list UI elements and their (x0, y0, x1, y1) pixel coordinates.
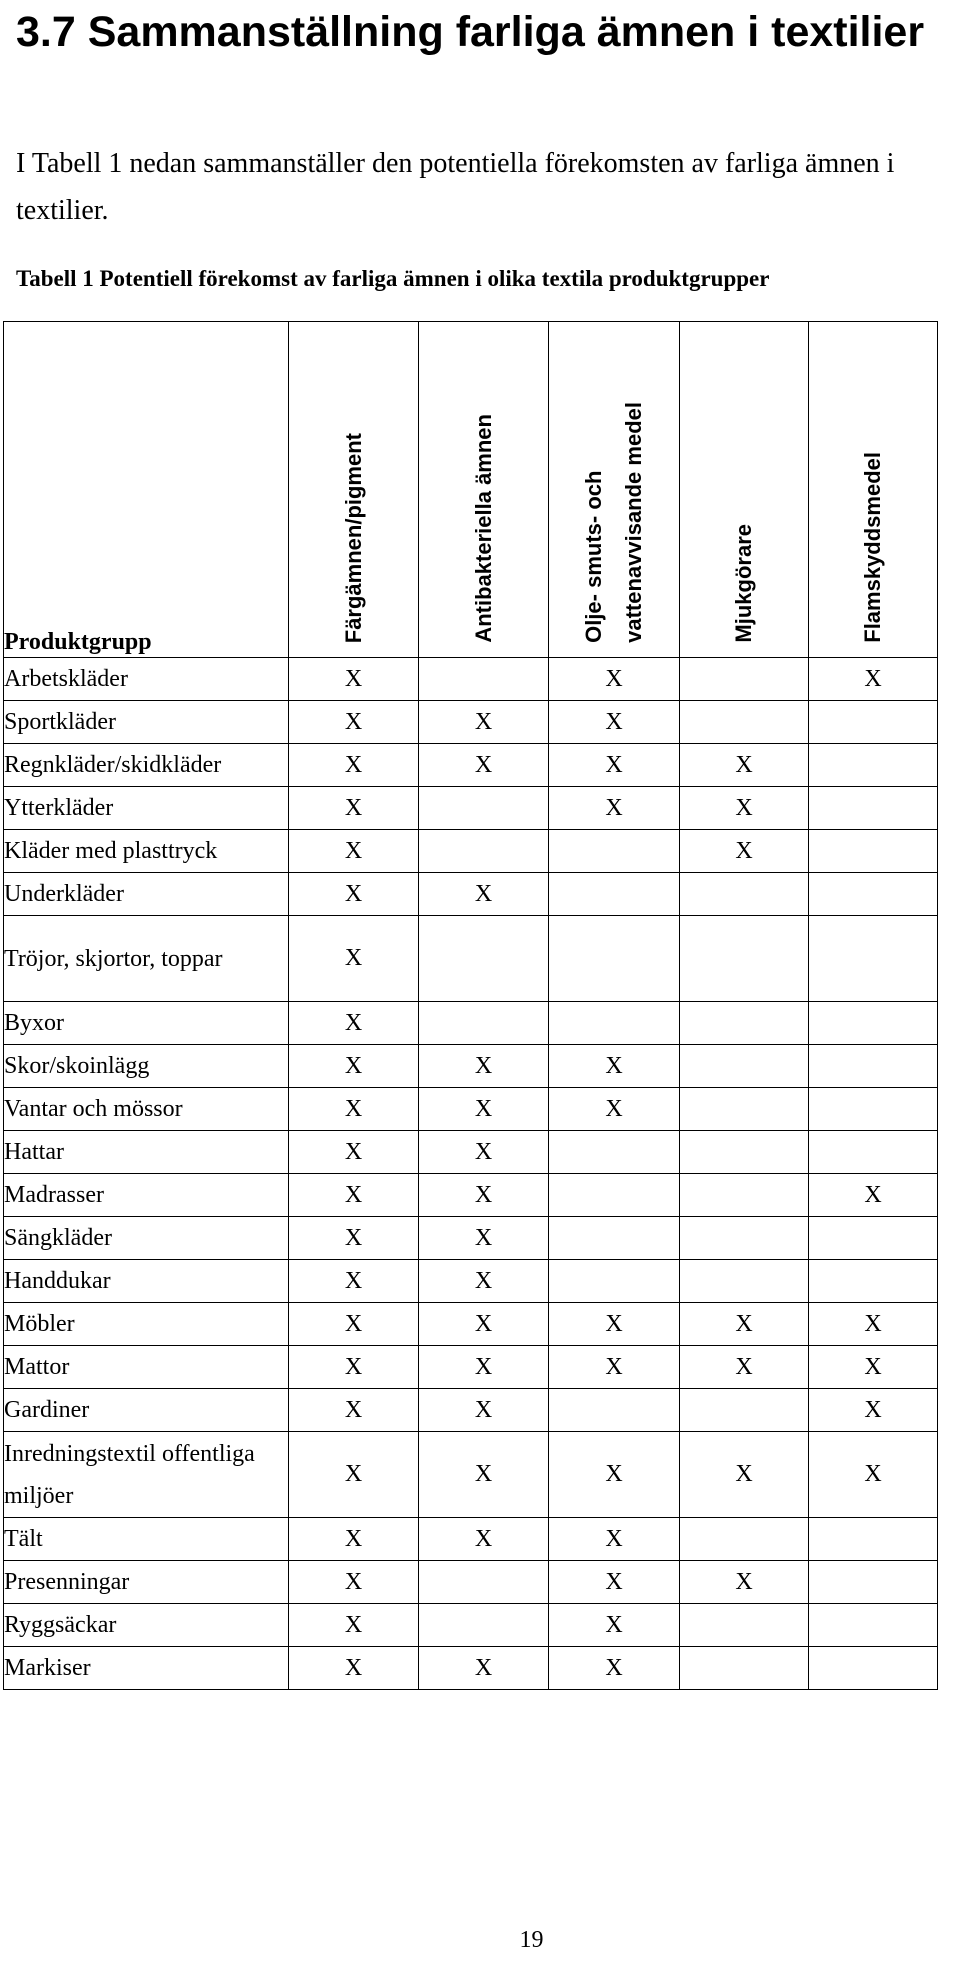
table-cell: X (549, 787, 680, 830)
column-header-cell (680, 322, 809, 658)
table-cell: X (809, 1346, 938, 1389)
table-cell: X (289, 1647, 419, 1690)
table-cell: X (419, 1174, 549, 1217)
table-cell: X (809, 1389, 938, 1432)
table-cell (680, 1002, 809, 1045)
table-row (4, 873, 938, 916)
table-cell (419, 916, 549, 1002)
table-cell (680, 1174, 809, 1217)
table-cell: X (680, 1432, 809, 1518)
table-row (4, 1389, 938, 1432)
table-cell: X (289, 701, 419, 744)
table-cell: X (289, 830, 419, 873)
table-cell (419, 1561, 549, 1604)
row-label: Vantar och mössor (4, 1088, 289, 1131)
table-cell: X (549, 1346, 680, 1389)
table-row (4, 744, 938, 787)
table-cell: X (419, 1217, 549, 1260)
table-cell (809, 1647, 938, 1690)
table-cell (680, 1604, 809, 1647)
table-cell: X (549, 1518, 680, 1561)
intro-paragraph: I Tabell 1 nedan sammanställer den potentiella förekomsten av farliga ämnen i textilier. (16, 148, 895, 226)
table-cell: X (419, 1647, 549, 1690)
table-cell (419, 658, 549, 701)
table-cell: X (549, 1647, 680, 1690)
table-cell: X (549, 1088, 680, 1131)
table-cell (809, 1002, 938, 1045)
table-row (4, 1174, 938, 1217)
row-label: Sängkläder (4, 1217, 289, 1260)
table-cell: X (419, 701, 549, 744)
table-cell (809, 830, 938, 873)
table-cell: X (289, 1303, 419, 1346)
table-cell (680, 1131, 809, 1174)
table-cell: X (680, 1346, 809, 1389)
table-cell (419, 787, 549, 830)
table-cell: X (419, 1432, 549, 1518)
table-cell: X (809, 1432, 938, 1518)
table-cell: X (419, 744, 549, 787)
table-row (4, 1131, 938, 1174)
section-heading: 3.7 Sammanställning farliga ämnen i textilier (16, 8, 925, 56)
table-row (4, 1260, 938, 1303)
table-cell: X (549, 1303, 680, 1346)
table-cell (549, 1174, 680, 1217)
row-label: Byxor (4, 1002, 289, 1045)
table-row (4, 1647, 938, 1690)
table-cell (809, 916, 938, 1002)
row-label: Tröjor, skjortor, toppar (4, 916, 289, 1002)
table-cell (549, 916, 680, 1002)
table-cell (680, 873, 809, 916)
table-row (4, 1303, 938, 1346)
row-label: Inredningstextil offentliga miljöer (4, 1432, 289, 1518)
row-label: Gardiner (4, 1389, 289, 1432)
table-cell (809, 1561, 938, 1604)
table-cell: X (289, 1045, 419, 1088)
table-cell (549, 1217, 680, 1260)
table-cell: X (289, 873, 419, 916)
column-header-oljeavvisande: Olje- smuts- och vattenavvisande medel (581, 402, 646, 643)
table-cell: X (419, 1389, 549, 1432)
table-cell: X (289, 916, 419, 1002)
table-row (4, 916, 938, 1002)
table-cell (809, 1518, 938, 1561)
table-cell: X (549, 1045, 680, 1088)
column-header-cell (289, 322, 419, 658)
row-label: Skor/skoinlägg (4, 1045, 289, 1088)
row-label: Möbler (4, 1303, 289, 1346)
row-label: Ryggsäckar (4, 1604, 289, 1647)
row-label: Presenningar (4, 1561, 289, 1604)
column-header-farger: Färgämnen/pigment (340, 432, 366, 643)
table-cell (809, 1217, 938, 1260)
table-cell: X (289, 1088, 419, 1131)
row-label: Tält (4, 1518, 289, 1561)
row-label: Handdukar (4, 1260, 289, 1303)
table-caption: Tabell 1 Potentiell förekomst av farliga ämnen i olika textila produktgrupper (16, 266, 770, 291)
row-label: Mattor (4, 1346, 289, 1389)
table-cell (549, 873, 680, 916)
table-cell: X (680, 787, 809, 830)
table-cell (680, 1088, 809, 1131)
table-cell (809, 701, 938, 744)
column-header-produktgrupp: Produktgrupp (4, 322, 289, 658)
table-cell: X (809, 1303, 938, 1346)
table-cell (419, 1002, 549, 1045)
table-cell: X (549, 701, 680, 744)
table-cell (680, 1260, 809, 1303)
table-cell: X (289, 1346, 419, 1389)
table-row (4, 830, 938, 873)
row-label: Kläder med plasttryck (4, 830, 289, 873)
table-cell: X (289, 1260, 419, 1303)
table-cell (549, 830, 680, 873)
table-cell: X (289, 1217, 419, 1260)
table-cell: X (419, 1260, 549, 1303)
table-cell: X (549, 658, 680, 701)
table-cell: X (680, 1561, 809, 1604)
table-cell: X (289, 787, 419, 830)
row-label: Regnkläder/skidkläder (4, 744, 289, 787)
table-cell (680, 701, 809, 744)
table-cell (809, 1131, 938, 1174)
table-cell (549, 1002, 680, 1045)
table-cell: X (809, 658, 938, 701)
table-cell: X (289, 1432, 419, 1518)
row-label: Underkläder (4, 873, 289, 916)
table-cell (680, 1518, 809, 1561)
table-cell: X (289, 1518, 419, 1561)
table-row (4, 1346, 938, 1389)
row-label: Madrasser (4, 1174, 289, 1217)
table-row (4, 1561, 938, 1604)
table-cell: X (289, 1002, 419, 1045)
table-row (4, 1604, 938, 1647)
table-row (4, 1518, 938, 1561)
table-row (4, 787, 938, 830)
table-cell: X (289, 1131, 419, 1174)
table-cell: X (289, 744, 419, 787)
table-cell: X (419, 1346, 549, 1389)
table-cell: X (809, 1174, 938, 1217)
table-cell (680, 1389, 809, 1432)
table-cell: X (680, 830, 809, 873)
table-cell (809, 873, 938, 916)
column-header-cell (549, 322, 680, 658)
row-label: Arbetskläder (4, 658, 289, 701)
table-cell: X (549, 1604, 680, 1647)
page-number: 19 (519, 1927, 544, 1953)
row-label: Hattar (4, 1131, 289, 1174)
column-header-cell (419, 322, 549, 658)
table-cell (809, 1088, 938, 1131)
table-cell (809, 1045, 938, 1088)
table-cell: X (419, 873, 549, 916)
table-cell (809, 1604, 938, 1647)
table-cell (680, 1217, 809, 1260)
table-row (4, 701, 938, 744)
table-cell: X (289, 1174, 419, 1217)
table-header-row (4, 322, 938, 658)
table-body (4, 658, 938, 1690)
table-cell (549, 1389, 680, 1432)
table-cell (549, 1131, 680, 1174)
table-cell: X (419, 1303, 549, 1346)
table-cell (680, 1647, 809, 1690)
table-row (4, 1217, 938, 1260)
table-cell: X (549, 1561, 680, 1604)
table-cell: X (419, 1045, 549, 1088)
table-row (4, 1088, 938, 1131)
table-row (4, 1045, 938, 1088)
table-cell: X (680, 744, 809, 787)
table-cell: X (289, 1604, 419, 1647)
table-cell: X (289, 658, 419, 701)
table-cell: X (549, 744, 680, 787)
table-cell (809, 1260, 938, 1303)
table-cell: X (419, 1131, 549, 1174)
table-cell (419, 830, 549, 873)
table-cell (680, 1045, 809, 1088)
table-row (4, 658, 938, 701)
table-row (4, 1432, 938, 1518)
table-cell (809, 787, 938, 830)
column-header-mjukgorare: Mjukgörare (731, 524, 756, 643)
table-cell (809, 744, 938, 787)
table-cell (680, 658, 809, 701)
table-row (4, 1002, 938, 1045)
row-label: Markiser (4, 1647, 289, 1690)
row-label: Sportkläder (4, 701, 289, 744)
table-cell (549, 1260, 680, 1303)
column-header-antibakteriella: Antibakteriella ämnen (470, 414, 496, 643)
column-header-flamskyddsmedel: Flamskyddsmedel (860, 452, 885, 643)
table-cell: X (289, 1561, 419, 1604)
table-cell: X (419, 1088, 549, 1131)
table-cell: X (419, 1518, 549, 1561)
row-label: Ytterkläder (4, 787, 289, 830)
table-cell: X (549, 1432, 680, 1518)
table-cell: X (680, 1303, 809, 1346)
hazardous-substances-table (3, 321, 938, 1690)
table-cell (419, 1604, 549, 1647)
column-header-cell (809, 322, 938, 658)
table-cell: X (289, 1389, 419, 1432)
table-cell (680, 916, 809, 1002)
